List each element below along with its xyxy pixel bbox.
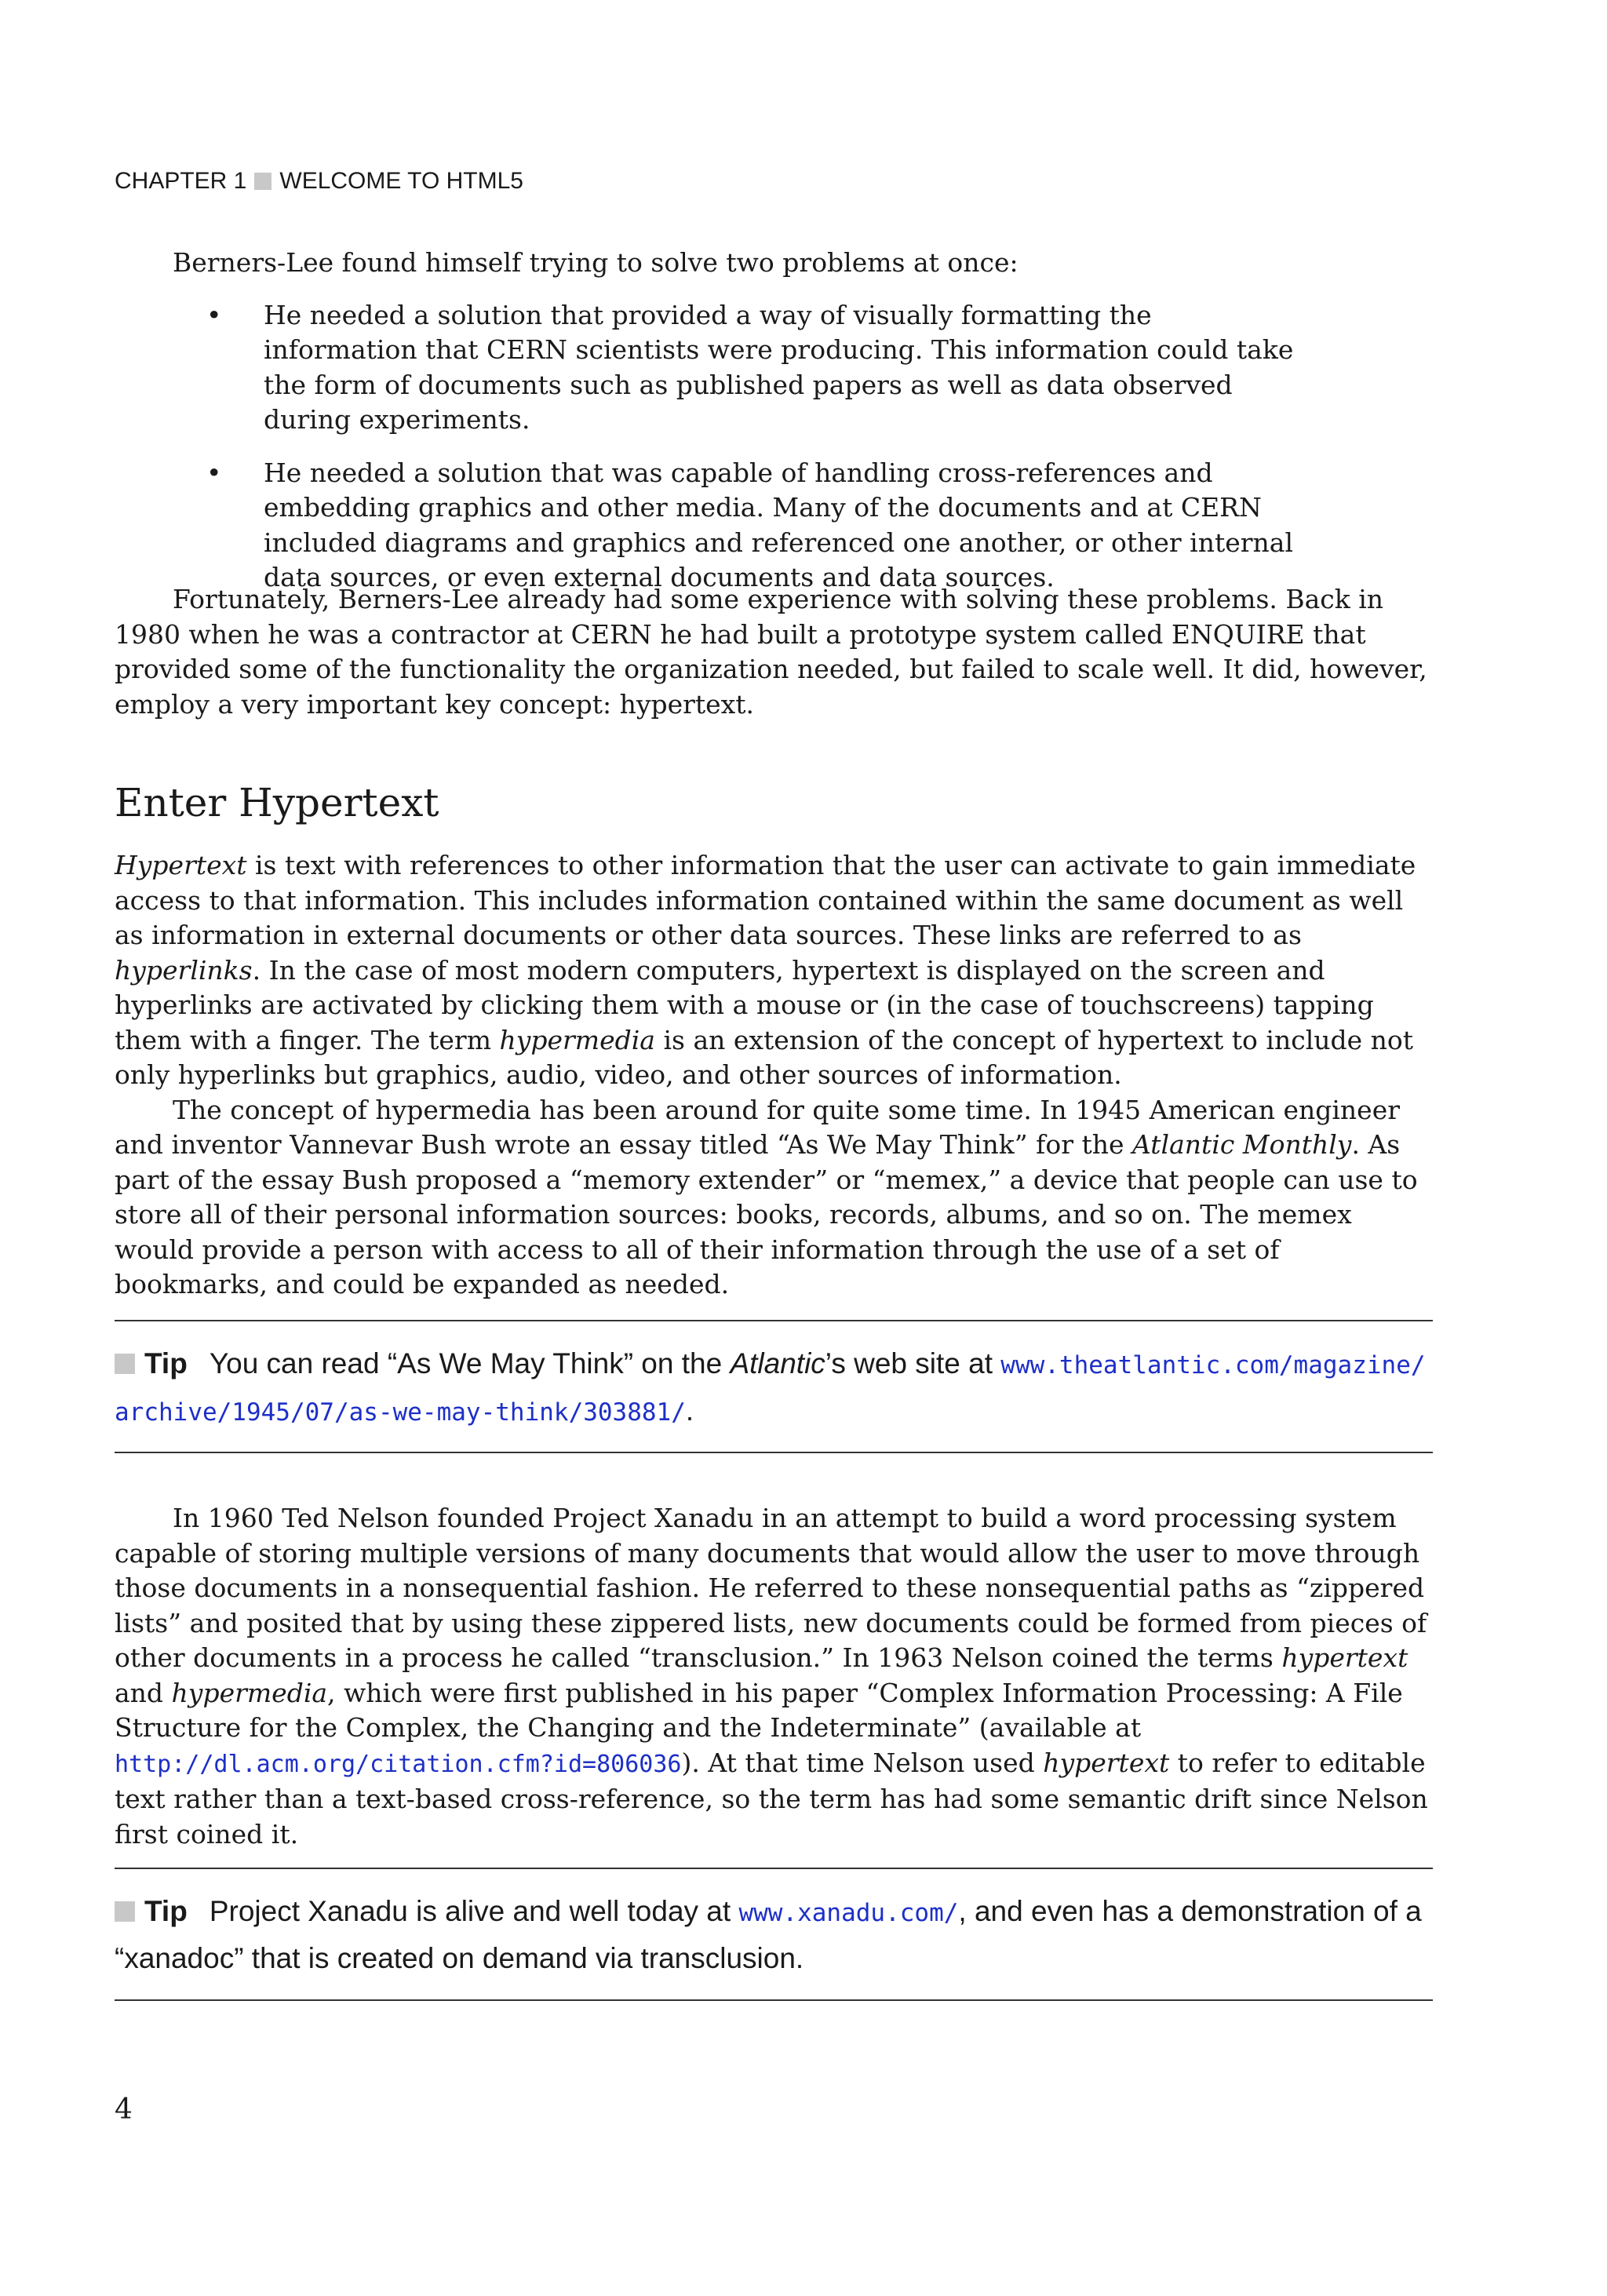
- bullet-list: [115, 298, 1433, 596]
- bullet-dot-icon: •: [206, 457, 222, 488]
- text-run: .: [685, 1394, 694, 1427]
- running-head: [115, 168, 523, 195]
- term-hypermedia: hypermedia: [499, 1024, 655, 1055]
- atlantic-link-part-1[interactable]: www.theatlantic.com/magazine/: [1000, 1351, 1426, 1379]
- section-heading: Enter Hypertext: [115, 780, 439, 825]
- text-run: . In the case of most modern computers, hypertext is displayed on the screen and hyperlinks are activated by clicking them with a mouse or (in the case of touchscreens) tapping them with a finger. The term: [115, 954, 1374, 1055]
- publication-name: Atlantic: [730, 1347, 825, 1379]
- publication-title: Atlantic Monthly: [1132, 1129, 1352, 1160]
- square-bullet-icon: [254, 173, 271, 190]
- tip-label: Tip: [144, 1347, 188, 1379]
- tip-box-atlantic: [115, 1320, 1433, 1453]
- fortunately-block: [115, 582, 1433, 722]
- xanadu-link[interactable]: www.xanadu.com/: [738, 1899, 959, 1927]
- bullet-dot-icon: •: [206, 299, 222, 330]
- intro-block: [115, 246, 1433, 596]
- text-run: In 1960 Ted Nelson founded Project Xanadu in an attempt to build a word processing system capable of storing multiple versions of many documents that would allow the user to move through those documents in a nonsequential fashion. He referred to these nonsequential paths as “zippered lists” and posited that by using these zippered lists, new documents could be formed from pieces of other documents in a process he called “transclusion.” In 1963 Nelson coined the terms: [115, 1503, 1427, 1673]
- text-run: Project Xanadu is alive and well today at: [209, 1895, 739, 1927]
- xanadu-block: [115, 1501, 1433, 1852]
- atlantic-link-part-2[interactable]: archive/1945/07/as-we-may-think/303881/: [115, 1398, 686, 1427]
- bullet-text: He needed a solution that was capable of handling cross-references and embedding graphics and other media. Many of the documents and at CERN included diagrams and graphics and referenced one another, or other internal data sources, or even external documents and data sources.: [264, 457, 1294, 592]
- tip-square-icon: [115, 1901, 135, 1922]
- term-hypertext: hypertext: [1281, 1642, 1408, 1673]
- term-hypermedia: hypermedia: [171, 1677, 328, 1708]
- bullet-text: He needed a solution that provided a way of visually formatting the information that CERN scientists were producing. This information could take the form of documents such as published papers as well as data observed during experiments.: [264, 299, 1294, 435]
- tip-box-xanadu: [115, 1868, 1433, 2001]
- text-run: ’s web site at: [825, 1347, 1001, 1379]
- hypertext-paragraph: [115, 848, 1433, 1093]
- hypermedia-paragraph: [115, 1093, 1433, 1303]
- tip-square-icon: [115, 1354, 135, 1374]
- term-hypertext: hypertext: [1043, 1747, 1170, 1778]
- list-item: [115, 456, 1433, 596]
- intro-paragraph: Berners-Lee found himself trying to solve two problems at once:: [173, 247, 1018, 278]
- list-item: [115, 298, 1433, 438]
- text-run: is an extension of the concept of hypertext to include not only hyperlinks but graphics, audio, video, and other sources of information.: [115, 1024, 1414, 1090]
- xanadu-paragraph: [115, 1501, 1433, 1852]
- term-hypertext: Hypertext: [115, 850, 247, 880]
- hypertext-block: [115, 848, 1433, 1303]
- text-run: to refer to editable text rather than a text-based cross-reference, so the term has had some semantic drift since Nelson first coined it.: [115, 1747, 1428, 1850]
- tip-line: [115, 1388, 1433, 1435]
- text-run: is text with references to other information that the user can activate to gain immediate access to that information. This includes information contained within the same document as well as information in external documents or other data sources. These links are referred to as: [115, 850, 1416, 950]
- tip-line: [115, 1341, 1433, 1388]
- tip-line: [115, 1889, 1433, 1981]
- text-run: , and even has a demonstration of a “xanadoc” that is created on demand via transclusion.: [115, 1895, 1422, 1974]
- text-run: The concept of hypermedia has been around for quite some time. In 1945 American engineer and inventor Vannevar Bush wrote an essay titled “As We May Think” for the: [115, 1094, 1401, 1160]
- text-run: . As part of the essay Bush proposed a “memory extender” or “memex,” a device that people can use to store all of their personal information sources: books, records, albums, and so on. The memex would provide a person with access to all of their information through the use of a set of bookmarks, and could be expanded as needed.: [115, 1129, 1418, 1299]
- page-number: 4: [115, 2094, 133, 2126]
- text-run: , which were first published in his paper “Complex Information Processing: A File Structure for the Complex, the Changing and the Indeterminate” (available at: [115, 1677, 1403, 1743]
- chapter-number: CHAPTER 1: [115, 168, 247, 194]
- text-run: ). At that time Nelson used: [681, 1747, 1044, 1778]
- acm-citation-link[interactable]: http://dl.acm.org/citation.cfm?id=806036: [115, 1750, 682, 1778]
- fortunately-paragraph: Fortunately, Berners-Lee already had some experience with solving these problems. Back in 1980 when he was a contractor at CERN he had built a prototype system called ENQUIRE that provided some of the functionality the organization needed, but failed to scale well. It did, however, employ a very important key concept: hypertext.: [115, 584, 1427, 720]
- chapter-title: WELCOME TO HTML5: [279, 168, 523, 194]
- text-run: and: [115, 1677, 172, 1708]
- text-run: You can read “As We May Think” on the: [209, 1347, 731, 1379]
- tip-label: Tip: [144, 1895, 188, 1927]
- term-hyperlinks: hyperlinks: [115, 954, 253, 986]
